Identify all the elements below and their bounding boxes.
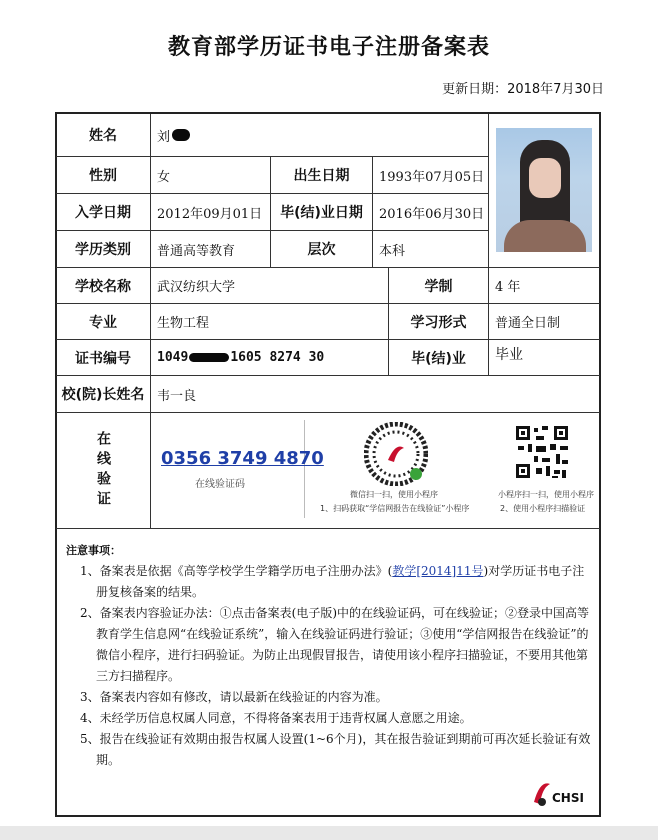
notes-item-2: 2、备案表内容验证办法：①点击备案表(电子版)中的在线验证码，可在线验证；②登录中国高等教育学生信息网“在线验证系统”，输入在线验证码进行验证；③使用“学信网报告在线验证”的微信小程序，进行扫码验证。为防止出现假冒报告，请使用该小程序扫描验证，不要用其他第三方扫描程序。: [80, 606, 590, 683]
value-study-form: 普通全日制: [495, 316, 561, 331]
mini1-caption: 1、扫码获取“学信网报告在线验证”小程序: [320, 504, 470, 513]
label-verify: 在线验证: [95, 430, 111, 511]
label-edu-type: 学历类别: [75, 242, 131, 258]
page-title: 教育部学历证书电子注册备案表: [167, 35, 490, 60]
svg-text:CHSI: CHSI: [552, 791, 584, 805]
mini2-caption: 2、使用小程序扫描验证: [500, 504, 586, 513]
chsi-logo-icon: [530, 778, 590, 808]
qr-code-icon: [514, 424, 570, 480]
value-duration: 4 年: [495, 280, 521, 295]
value-birth: 1993年07月05日: [379, 169, 485, 185]
notes-item-1: 1、备案表是依据《高等学校学生学籍学历电子注册办法》(教学[2014]11号)对学历证书电子注册复核备案的结果。: [80, 564, 585, 599]
notes-section: [66, 540, 591, 771]
value-gender: 女: [157, 169, 171, 185]
label-duration: 学制: [424, 278, 453, 295]
notes-item-5: 5、报告在线验证有效期由报告权属人设置(1~6个月)，其在报告验证到期前可再次延长验证有效期。: [80, 732, 591, 767]
value-school: 武汉纺织大学: [157, 280, 236, 295]
update-date: 更新日期：2018年7月30日: [442, 82, 604, 97]
label-enroll: 入学日期: [75, 205, 131, 221]
verify-code-label: 在线验证码: [195, 479, 245, 490]
bottom-bar: [0, 826, 658, 840]
notes-item-4: 4、未经学历信息权属人同意，不得将备案表用于违背权属人意愿之用途。: [80, 711, 472, 725]
value-edu-type: 普通高等教育: [157, 243, 236, 259]
label-name: 姓名: [89, 128, 117, 144]
value-graduate: 毕业: [495, 346, 523, 363]
label-birth: 出生日期: [293, 168, 350, 184]
label-cert-no: 证书编号: [75, 350, 131, 367]
value-enroll: 2012年09月01日: [157, 206, 263, 222]
mini2-small-text: 小程序扫一扫，使用小程序: [498, 490, 594, 499]
verify-code-link[interactable]: 0356 3749 4870: [161, 448, 324, 469]
value-graduate-date: 2016年06月30日: [379, 206, 485, 222]
label-graduate-date: 毕(结)业日期: [280, 205, 363, 221]
label-president: 校(院)长姓名: [61, 387, 145, 403]
label-graduate: 毕(结)业: [411, 350, 466, 367]
value-level: 本科: [379, 243, 406, 259]
mini1-small-text: 微信扫一扫，使用小程序: [350, 490, 438, 499]
value-name: 刘: [151, 114, 487, 156]
notes-item-3: 3、备案表内容如有修改，请以最新在线验证的内容为准。: [80, 690, 388, 704]
label-major: 专业: [89, 314, 117, 331]
value-major: 生物工程: [157, 316, 210, 331]
label-gender: 性别: [89, 168, 117, 184]
value-cert-no: 1049 1605 8274 30: [157, 350, 325, 365]
label-level: 层次: [307, 242, 336, 258]
regulation-link[interactable]: 教学[2014]11号: [392, 564, 484, 578]
notes-title: 注意事项：: [66, 544, 121, 557]
value-president: 韦一良: [157, 388, 197, 404]
label-school: 学校名称: [75, 278, 131, 295]
photo-icon: [496, 128, 592, 252]
miniprogram-code-icon: [364, 422, 428, 486]
label-study-form: 学习形式: [410, 314, 467, 331]
